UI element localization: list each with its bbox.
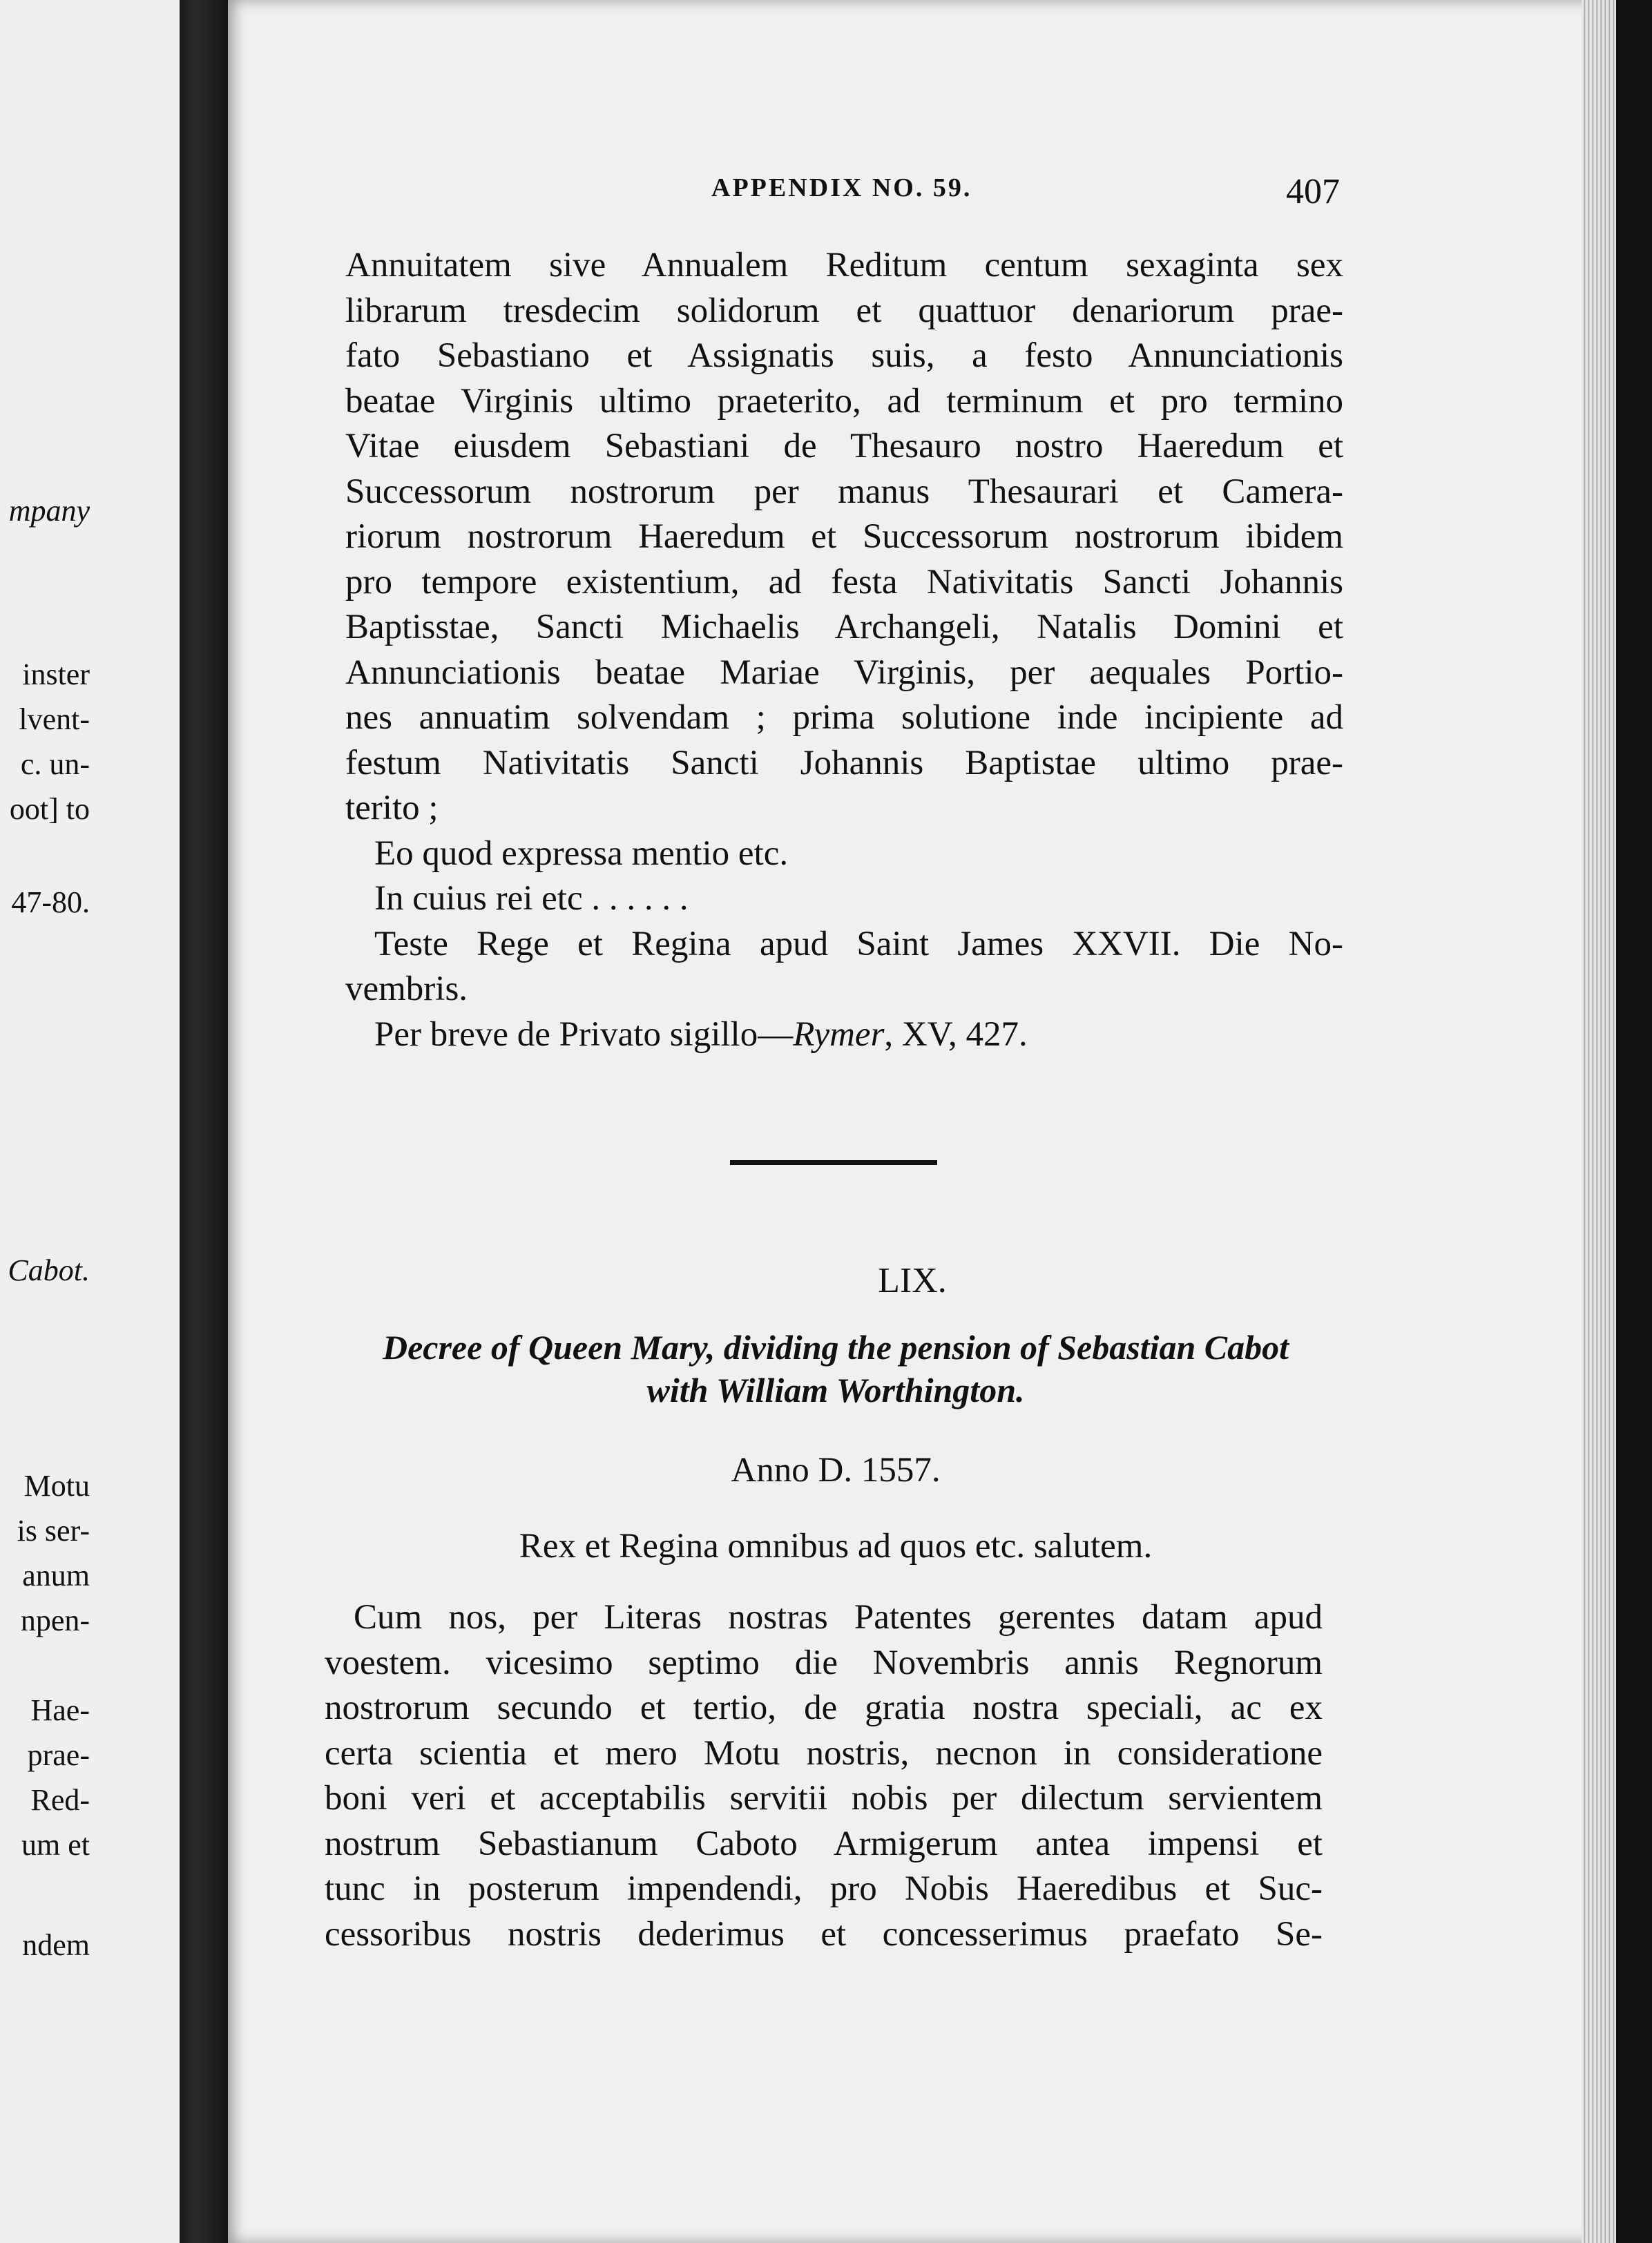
text-line: riorum nostrorum Haeredum et Successorum nostrorum ibidem bbox=[345, 517, 1343, 556]
text-line: Successorum nostrorum per manus Thesaurari et Camera- bbox=[345, 472, 1343, 511]
text-line: librarum tresdecim solidorum et quattuor denariorum prae- bbox=[345, 291, 1343, 330]
citation-suffix: , XV, 427. bbox=[884, 1014, 1028, 1054]
left-fragment: ndem bbox=[22, 1928, 90, 1962]
section-title bbox=[332, 1326, 1340, 1412]
text-line: Vitae eiusdem Sebastiani de Thesauro nostro Haeredum et bbox=[345, 427, 1343, 465]
left-fragment: lvent- bbox=[19, 702, 90, 736]
text-line: certa scientia et mero Motu nostris, necnon in consideratione bbox=[325, 1733, 1323, 1773]
text-line: tunc in posterum impendendi, pro Nobis Haeredibus et Suc- bbox=[325, 1869, 1323, 1908]
closing-line: Eo quod expressa mentio etc. bbox=[374, 834, 789, 873]
text-line: nostrorum secundo et tertio, de gratia nostra speciali, ac ex bbox=[325, 1688, 1323, 1727]
left-fragment: is ser- bbox=[17, 1514, 90, 1548]
text-line: voestem. vicesimo septimo die Novembris annis Regnorum bbox=[325, 1643, 1323, 1682]
running-header: APPENDIX NO. 59. bbox=[711, 173, 972, 202]
text-line: cessoribus nostris dederimus et concesserimus praefato Se- bbox=[325, 1914, 1323, 1954]
left-fragment: um et bbox=[21, 1828, 90, 1862]
citation-prefix: Per breve de Privato sigillo— bbox=[374, 1014, 794, 1054]
closing-line: In cuius rei etc . . . . . . bbox=[374, 879, 689, 918]
text-line: terito ; bbox=[345, 789, 439, 827]
closing-line: Teste Rege et Regina apud Saint James XXVII. Die No- bbox=[374, 924, 1343, 963]
text-line: Annunciationis beatae Mariae Virginis, per aequales Portio- bbox=[345, 653, 1343, 692]
left-fragment: npen- bbox=[20, 1604, 90, 1637]
salutation: Rex et Regina omnibus ad quos etc. salutem. bbox=[519, 1527, 1153, 1566]
citation bbox=[345, 1012, 1343, 1058]
section-title-line: Decree of Queen Mary, dividing the pension of Sebastian Cabot bbox=[382, 1328, 1289, 1367]
closing-line: vembris. bbox=[345, 970, 468, 1008]
left-fragment: inster bbox=[22, 657, 90, 691]
book-cover-edge bbox=[1616, 0, 1652, 2243]
text-line: beatae Virginis ultimo praeterito, ad terminum et pro termino bbox=[345, 381, 1343, 421]
text-line: nostrum Sebastianum Caboto Armigerum antea impensi et bbox=[325, 1824, 1323, 1863]
section-number: LIX. bbox=[878, 1261, 947, 1300]
section-title-line: with William Worthington. bbox=[646, 1371, 1025, 1409]
text-line: nes annuatim solvendam ; prima solutione inde incipiente ad bbox=[345, 698, 1343, 737]
left-fragment: oot] to bbox=[9, 792, 90, 826]
left-fragment: anum bbox=[22, 1559, 90, 1592]
text-line: fato Sebastiano et Assignatis suis, a festo Annunciationis bbox=[345, 336, 1343, 375]
left-facing-page bbox=[0, 0, 180, 2243]
continued-paragraph bbox=[345, 243, 1343, 1057]
left-fragment: prae- bbox=[27, 1738, 90, 1772]
text-line: Annuitatem sive Annualem Reditum centum sexaginta sex bbox=[345, 246, 1343, 285]
left-fragment: Red- bbox=[30, 1783, 90, 1817]
section-date: Anno D. 1557. bbox=[731, 1451, 941, 1490]
left-fragment: mpany bbox=[8, 494, 90, 528]
text-line: pro tempore existentium, ad festa Nativitatis Sancti Johannis bbox=[345, 562, 1343, 601]
left-fragment: Motu bbox=[23, 1469, 90, 1503]
book-gutter bbox=[180, 0, 228, 2243]
left-fragment: Hae- bbox=[30, 1693, 90, 1727]
left-fragment: 47-80. bbox=[11, 885, 90, 919]
text-line: festum Nativitatis Sancti Johannis Baptistae ultimo prae- bbox=[345, 743, 1343, 782]
section-divider-rule bbox=[730, 1160, 937, 1165]
page-number: 407 bbox=[1286, 172, 1340, 211]
text-line: Cum nos, per Literas nostras Patentes gerentes datam apud bbox=[354, 1598, 1323, 1637]
decree-paragraph bbox=[325, 1595, 1323, 1957]
citation-source: Rymer bbox=[793, 1014, 885, 1054]
text-line: Baptisstae, Sancti Michaelis Archangeli, Natalis Domini et bbox=[345, 608, 1343, 646]
left-fragment: c. un- bbox=[20, 747, 90, 781]
text-line: boni veri et acceptabilis servitii nobis per dilectum servientem bbox=[325, 1779, 1323, 1818]
left-fragment: Cabot. bbox=[8, 1253, 90, 1287]
